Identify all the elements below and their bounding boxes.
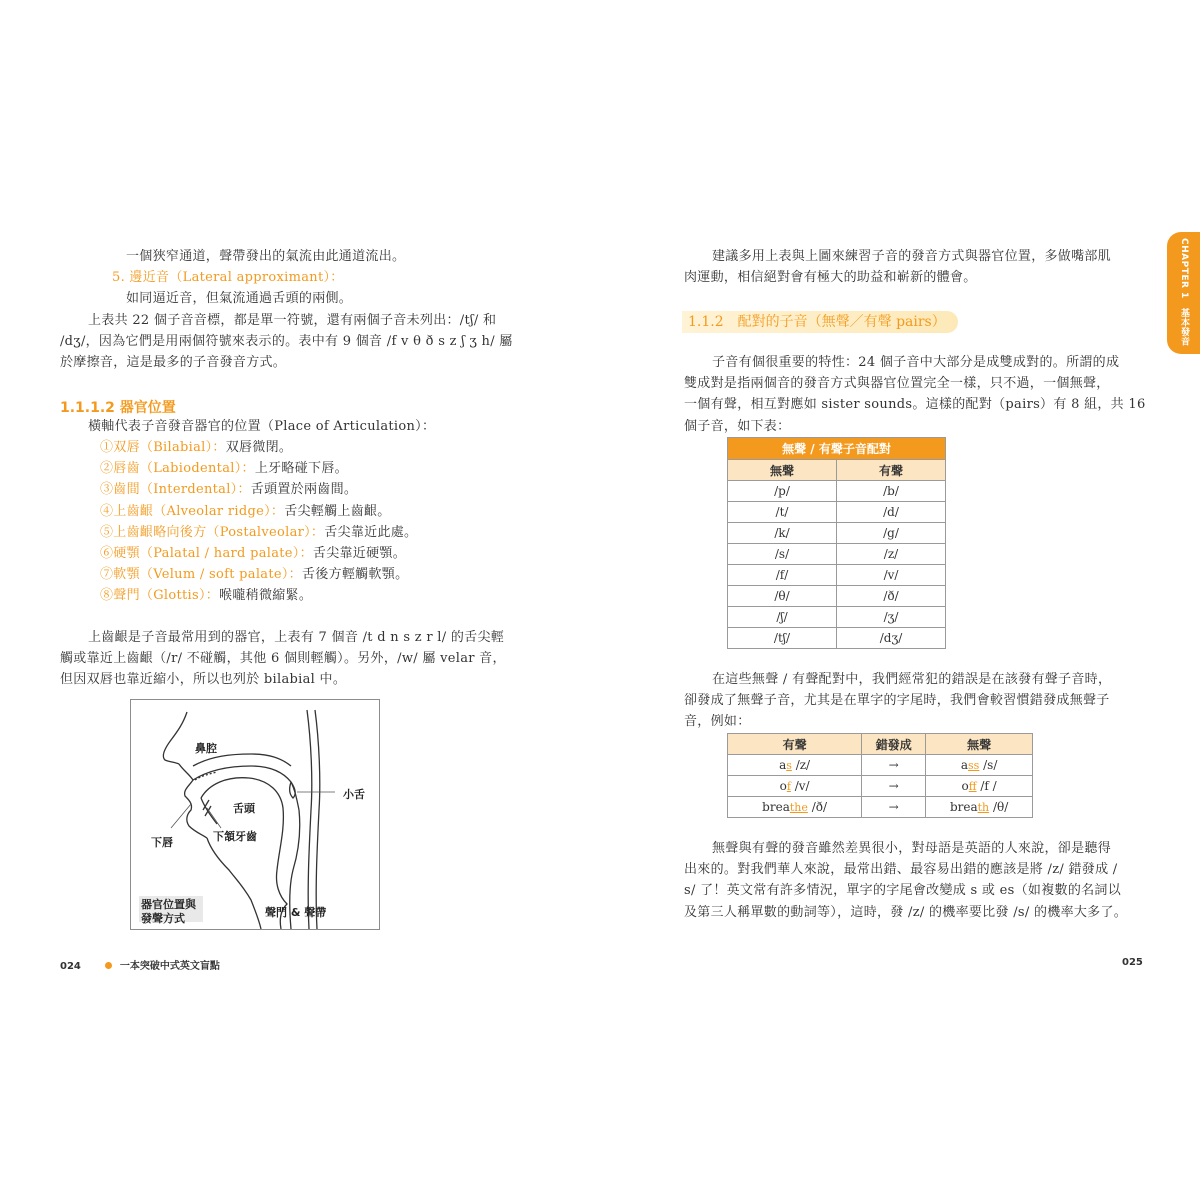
error-header-voiced: 有聲 <box>728 734 862 755</box>
table-cell <box>728 776 862 797</box>
list-item <box>100 437 417 458</box>
table-cell: /θ/ <box>728 586 837 607</box>
paragraph-consonant-summary <box>60 310 516 374</box>
continuation-text <box>126 246 405 267</box>
arrow-cell: → <box>862 776 926 797</box>
item-label: ⑧聲門（Glottis）： <box>100 588 220 604</box>
footer-dot-icon <box>105 962 112 969</box>
error-header-mispronounced: 錯發成 <box>862 734 926 755</box>
item-desc: 舌尖靠近此處。 <box>324 524 418 540</box>
text-line: 出來的。對我們華人來說，最常出錯、最容易出錯的應該是將 /z/ 錯發成 / <box>684 862 1118 878</box>
item-desc: 喉嚨稍微縮緊。 <box>219 588 313 604</box>
text-line: 無聲與有聲的發音雖然差異很小，對母語是英語的人來說，卻是聽得 <box>712 841 1112 856</box>
list-item <box>100 522 417 543</box>
phoneme: /s/ <box>979 758 998 772</box>
label-tongue: 舌頭 <box>233 802 255 815</box>
highlighted-letters: s <box>786 759 792 772</box>
table-row <box>728 776 1033 797</box>
table-cell <box>926 797 1033 818</box>
word-part: o <box>961 779 969 793</box>
spine-front <box>315 710 320 929</box>
text-line: 及第三人稱單數的動詞等），這時，發 /z/ 的機率要比發 /s/ 的機率大多了。 <box>684 904 1128 920</box>
footer-right-page-number: 025 <box>1122 957 1143 968</box>
highlighted-letters: th <box>977 801 990 814</box>
section-intro <box>88 416 435 437</box>
item-desc: 上牙略碰下唇。 <box>254 461 348 477</box>
table-row <box>728 565 946 586</box>
table-cell: /p/ <box>728 481 837 502</box>
table-cell: /f/ <box>728 565 837 586</box>
paragraph-alveolar <box>60 627 518 691</box>
table-row <box>728 586 946 607</box>
word-part: a <box>960 758 969 772</box>
text-line: 子音有個很重要的特性：24 個子音中大部分是成雙成對的。所謂的成 <box>712 355 1120 370</box>
chin-outline <box>207 838 261 929</box>
item-5-desc-block <box>126 288 352 309</box>
table-cell: /dʒ/ <box>837 628 946 649</box>
text-line: /dʒ/，因為它們是用兩個符號來表示的。表中有 9 個音 /f v θ ð s z ʃ ʒ h/ 屬 <box>60 334 513 350</box>
pairs-table <box>727 437 946 649</box>
text-line: 在這些無聲 / 有聲配對中，我們經常犯的錯誤是在該發有聲子音時， <box>712 672 1112 687</box>
nose-outline <box>163 712 187 764</box>
pairs-table-caption: 無聲 / 有聲子音配對 <box>728 438 946 460</box>
item-5-desc: 如同逼近音，但氣流通過舌頭的兩側。 <box>126 291 353 306</box>
word-part: brea <box>762 800 790 814</box>
text-line: 橫軸代表子音發音器官的位置（Place of Articulation）： <box>88 419 436 434</box>
label-lower-teeth: 下頷牙齒 <box>213 830 257 843</box>
table-cell: /ʃ/ <box>728 607 837 628</box>
item-desc: 双唇微閉。 <box>225 440 293 455</box>
table-cell <box>728 797 862 818</box>
list-item <box>100 501 417 522</box>
lower-teeth-pointer <box>207 808 221 828</box>
list-item <box>100 585 417 606</box>
label-lower-lip: 下唇 <box>151 836 173 849</box>
larynx <box>276 870 287 929</box>
table-cell: /tʃ/ <box>728 628 837 649</box>
chapter-tab <box>1167 232 1200 354</box>
highlighted-letters: ss <box>968 759 980 772</box>
text-line: 音，例如： <box>684 714 751 730</box>
text-line: 但因双唇也靠近縮小，所以也列於 bilabial 中。 <box>60 672 347 688</box>
tongue-outline <box>201 778 283 870</box>
item-desc: 舌後方輕觸軟顎。 <box>301 567 409 583</box>
item-label: ⑥硬顎（Palatal / hard palate）： <box>100 546 313 562</box>
page-number: 024 <box>60 961 81 972</box>
word-part: a <box>779 758 787 772</box>
text-line: 雙成對是指兩個音的發音方式與器官位置完全一樣，只不過，一個無聲， <box>684 376 1110 392</box>
table-cell: /b/ <box>837 481 946 502</box>
text-line: 一個狹窄通道，聲帶發出的氣流由此通道流出。 <box>126 249 406 264</box>
text-line: 肉運動，相信絕對會有極大的助益和嶄新的體會。 <box>684 270 977 286</box>
table-cell <box>926 755 1033 776</box>
table-cell: /z/ <box>837 544 946 565</box>
back-wall <box>307 710 312 929</box>
item-5 <box>112 267 344 288</box>
caption-line-2: 發聲方式 <box>141 912 185 925</box>
phoneme: /θ/ <box>989 800 1009 814</box>
item-5-label: 5. 邊近音（Lateral approximant）： <box>112 270 344 285</box>
table-cell: /ʒ/ <box>837 607 946 628</box>
table-cell <box>926 776 1033 797</box>
table-row <box>728 628 946 649</box>
table-row <box>728 544 946 565</box>
highlighted-letters: f <box>786 780 791 793</box>
section-heading-pairs: 1.1.2 配對的子音（無聲／有聲 pairs） <box>682 311 958 333</box>
list-item <box>100 564 417 585</box>
table-cell: /s/ <box>728 544 837 565</box>
item-label: ④上齒齦（Alveolar ridge）： <box>100 503 285 519</box>
text-line: 觸或靠近上齒齦（/r/ 不碰觸，其他 6 個則輕觸）。另外，/w/ 屬 velar 音， <box>60 651 506 667</box>
paragraph-common-error <box>684 669 1140 733</box>
table-row <box>728 797 1033 818</box>
text-line: 卻發成了無聲子音，尤其是在單字的字尾時，我們會較習慣錯發成無聲子 <box>684 693 1110 709</box>
articulation-list <box>100 437 417 607</box>
text-line: 個子音，如下表： <box>684 418 791 434</box>
chapter-tab-label: CHAPTER 1 基本發音 <box>1179 238 1189 347</box>
text-line: s/ 了！英文常有許多情況，單字的字尾會改變成 s 或 es（如複數的名詞以 <box>684 883 1122 899</box>
table-row <box>728 481 946 502</box>
paragraph-conclusion <box>684 838 1140 923</box>
paragraph-pairs-intro <box>684 352 1146 437</box>
word-part: o <box>779 779 787 793</box>
phoneme: /ð/ <box>807 800 827 814</box>
footer-left <box>60 957 220 972</box>
table-cell: /ð/ <box>837 586 946 607</box>
vocal-tract-diagram <box>131 700 379 929</box>
table-cell: /g/ <box>837 523 946 544</box>
section-heading-place: 1.1.1.2 器官位置 <box>60 400 176 416</box>
item-label: ③齒間（Interdental）： <box>100 482 251 498</box>
table-cell: /v/ <box>837 565 946 586</box>
error-table <box>727 733 1033 818</box>
word-part: brea <box>949 800 978 814</box>
label-nasal-cavity: 鼻腔 <box>195 742 217 755</box>
table-row <box>728 523 946 544</box>
paragraph-practice <box>684 246 1140 288</box>
highlighted-letters: the <box>789 801 808 814</box>
item-desc: 舌頭置於兩齒間。 <box>250 482 358 498</box>
text-line: 上表共 22 個子音音標，都是單一符號，還有兩個子音未列出：/tʃ/ 和 <box>88 313 497 328</box>
list-item <box>100 479 417 500</box>
table-cell <box>728 755 862 776</box>
table-cell: /d/ <box>837 502 946 523</box>
arrow-cell: → <box>862 755 926 776</box>
item-label: ②唇齒（Labiodental）： <box>100 461 255 477</box>
error-header-voiceless: 無聲 <box>926 734 1033 755</box>
pairs-header-voiceless: 無聲 <box>728 460 837 481</box>
text-line: 上齒齦是子音最常用到的器官，上表有 7 個音 /t d n s z r l/ 的舌尖輕 <box>88 630 505 645</box>
highlighted-letters: ff <box>968 780 977 793</box>
phoneme: /z/ <box>791 758 811 772</box>
uvula-shape <box>290 782 295 798</box>
table-row <box>728 755 1033 776</box>
text-line: 建議多用上表與上圖來練習子音的發音方式與器官位置，多做嘴部肌 <box>712 249 1112 264</box>
table-cell: /t/ <box>728 502 837 523</box>
articulation-figure <box>130 699 380 930</box>
arrow-cell: → <box>862 797 926 818</box>
label-uvula: 小舌 <box>343 788 365 801</box>
text-line: 於摩擦音，這是最多的子音發音方式。 <box>60 355 287 371</box>
item-desc: 舌尖輕觸上齒齦。 <box>284 503 391 519</box>
table-row <box>728 607 946 628</box>
list-item <box>100 543 417 564</box>
table-row <box>728 502 946 523</box>
phoneme: /v/ <box>790 779 810 793</box>
item-label: ①双唇（Bilabial）： <box>100 440 226 455</box>
text-line: 一個有聲，相互對應如 sister sounds。這樣的配對（pairs）有 8 組，共 16 <box>684 397 1146 413</box>
pairs-header-voiced: 有聲 <box>837 460 946 481</box>
table-cell: /k/ <box>728 523 837 544</box>
item-label: ⑤上齒齦略向後方（Postalveolar）： <box>100 524 325 540</box>
caption-line-1: 器官位置與 <box>141 898 196 911</box>
phoneme: /f / <box>976 779 997 793</box>
label-glottis: 聲門 & 聲帶 <box>265 906 327 919</box>
book-title: 一本突破中式英文盲點 <box>119 961 220 972</box>
list-item <box>100 458 417 479</box>
item-desc: 舌尖靠近硬顎。 <box>312 546 406 562</box>
item-label: ⑦軟顎（Velum / soft palate）： <box>100 567 302 583</box>
